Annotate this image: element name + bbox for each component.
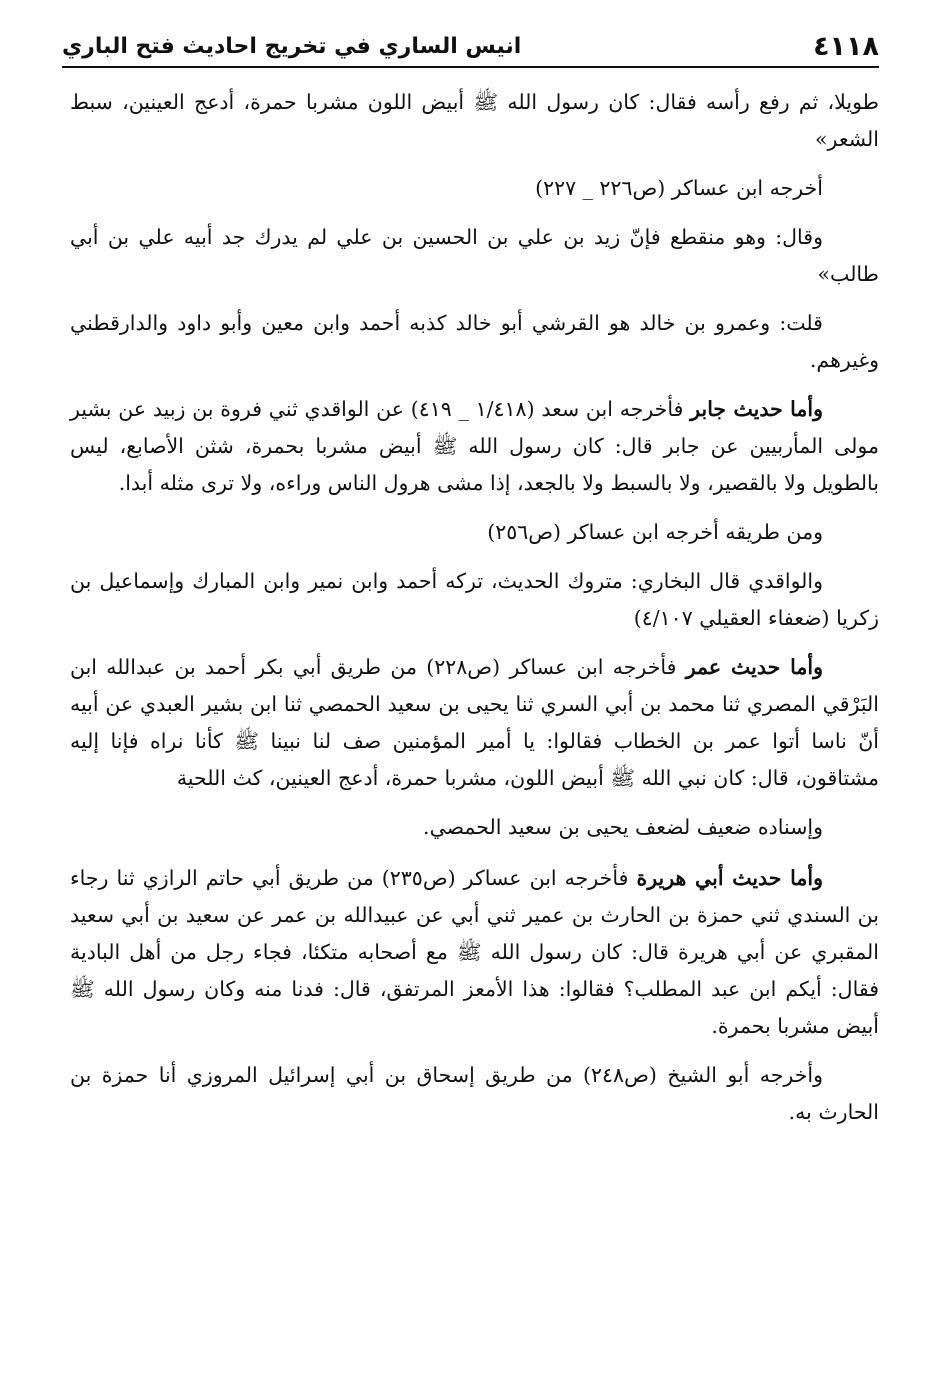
paragraph-text: ومن طريقه أخرجه ابن عساكر (ص٢٥٦) bbox=[487, 520, 823, 544]
paragraph-3 bbox=[70, 219, 879, 293]
paragraph-text: وأخرجه أبو الشيخ (ص٢٤٨) من طريق إسحاق بن أبي إسرائيل المروزي أنا حمزة بن الحارث به. bbox=[70, 1063, 879, 1124]
paragraph-9 bbox=[70, 809, 879, 846]
header-divider bbox=[62, 66, 879, 68]
paragraph-7 bbox=[70, 563, 879, 637]
paragraph-lead: وأما حديث عمر bbox=[685, 655, 823, 679]
paragraph-text: فأخرجه ابن سعد (١/٤١٨ _ ٤١٩) عن الواقدي ثني فروة بن زبيد عن بشير مولى المأربيين عن جابر قال: كان رسول الله ﷺ أبيض مشربا بحمرة، شثن الأصابع، ليس بالطويل ولا بالقصير، ولا بالسبط ولا بالجعد، إذا مشى هرول الناس وراءه، ولا ترى مثله أبدا. bbox=[70, 397, 879, 495]
page-body bbox=[70, 84, 879, 1143]
paragraph-2 bbox=[70, 170, 879, 207]
paragraph-text: طويلا، ثم رفع رأسه فقال: كان رسول الله ﷺ أبيض اللون مشربا حمرة، أدعج العينين، سبط الشعر» bbox=[70, 90, 879, 151]
paragraph-text: وقال: وهو منقطع فإنّ زيد بن علي بن الحسين بن علي لم يدرك جد أبيه علي بن أبي طالب» bbox=[70, 225, 879, 286]
paragraph-lead: وأما حديث أبي هريرة bbox=[636, 866, 823, 890]
paragraph-4 bbox=[70, 305, 879, 379]
paragraph-text: فأخرجه ابن عساكر (ص٢٣٥) من طريق أبي حاتم الرازي ثنا رجاء بن السندي ثني حمزة بن الحارث بن عمير ثني أبي عن عبيدالله بن عمر عن سعيد بن أبي سعيد المقبري عن أبي هريرة قال: كان رسول الله ﷺ مع أصحابه متكئا، فجاء رجل من أهل البادية فقال: أيكم ابن عبد المطلب؟ فقالوا: هذا الأمعز المرتفق، قال: فدنا منه وكان رسول الله ﷺ أبيض مشربا بحمرة. bbox=[70, 866, 879, 1038]
paragraph-11 bbox=[70, 1057, 879, 1131]
paragraph-6 bbox=[70, 514, 879, 551]
paragraph-text: أخرجه ابن عساكر (ص٢٢٦ _ ٢٢٧) bbox=[535, 176, 823, 200]
paragraph-lead: وأما حديث جابر bbox=[690, 397, 823, 421]
paragraph-text: قلت: وعمرو بن خالد هو القرشي أبو خالد كذبه أحمد وابن معين وأبو داود والدارقطني وغيرهم. bbox=[70, 311, 879, 372]
paragraph-text: وإسناده ضعيف لضعف يحيى بن سعيد الحمصي. bbox=[423, 815, 823, 839]
page-number: ٤١١٨ bbox=[813, 30, 879, 62]
running-title: انيس الساري في تخريج احاديث فتح الباري bbox=[62, 33, 522, 59]
paragraph-5 bbox=[70, 391, 879, 502]
paragraph-10 bbox=[70, 860, 879, 1045]
paragraph-1 bbox=[70, 84, 879, 158]
paragraph-text: فأخرجه ابن عساكر (ص٢٢٨) من طريق أبي بكر أحمد بن عبدالله ابن البَرْقي المصري ثنا محمد بن أبي السري ثنا يحيى بن سعيد الحمصي ثنا ابن بشير العبدي عن أبيه أنّ ناسا أتوا عمر بن الخطاب فقالوا: يا أمير المؤمنين صف لنا نبينا ﷺ كأنا نراه فإنا إليه مشتاقون، قال: كان نبي الله ﷺ أبيض اللون، مشربا حمرة، أدعج العينين، كث اللحية bbox=[70, 655, 879, 790]
paragraph-8 bbox=[70, 649, 879, 797]
paragraph-text: والواقدي قال البخاري: متروك الحديث، تركه أحمد وابن نمير وابن المبارك وإسماعيل بن زكريا (ضعفاء العقيلي ٤/١٠٧) bbox=[70, 569, 879, 630]
page-header bbox=[62, 28, 879, 64]
